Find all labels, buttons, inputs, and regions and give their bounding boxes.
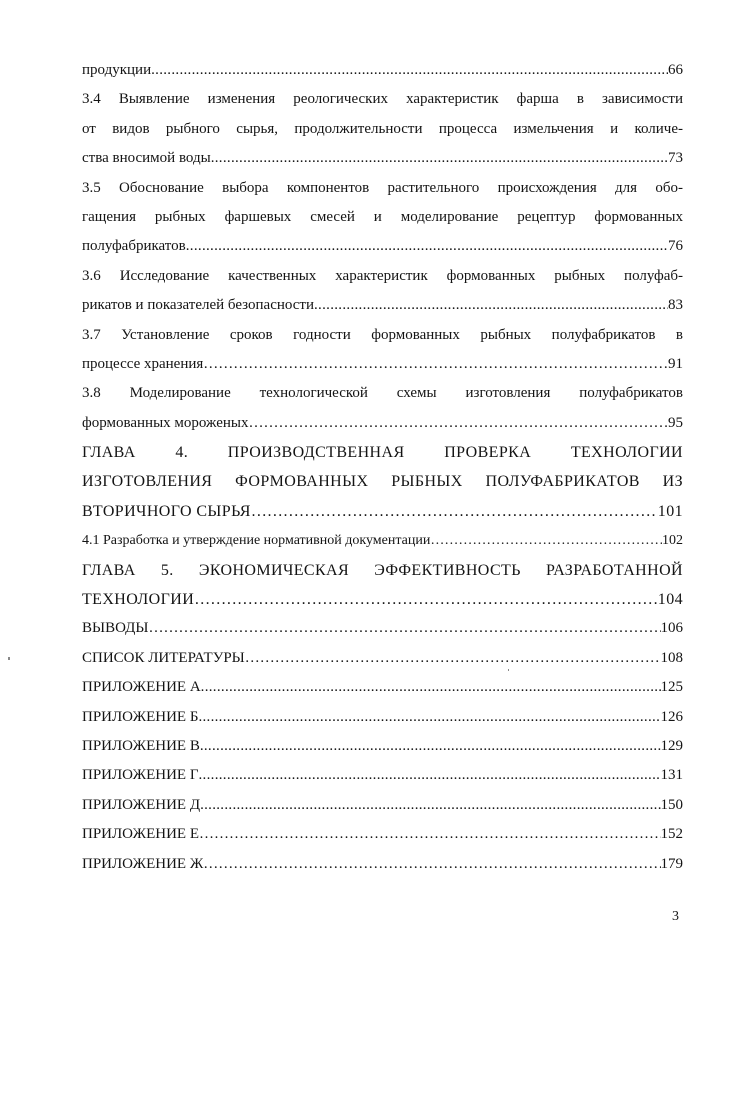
toc-page-number: 102 [662, 533, 683, 549]
toc-page-number: 95 [668, 414, 683, 431]
toc-leader-dots [199, 820, 661, 849]
toc-entry-4-1[interactable] [82, 526, 683, 555]
toc-appendix-b[interactable] [82, 703, 683, 732]
toc-entry-3-8-line2[interactable] [82, 409, 683, 438]
toc-chapter-5-line1[interactable]: ГЛАВА 5. ЭКОНОМИЧЕСКАЯ ЭФФЕКТИВНОСТЬ РАЗРАБОТАННОЙ [82, 561, 683, 579]
toc-entry-text: формованных мороженых [82, 414, 249, 431]
toc-leader-dots [199, 761, 661, 790]
toc-entry-3-8-line1[interactable]: 3.8 Моделирование технологической схемы изготовления полуфабрикатов [82, 385, 683, 402]
toc-leader-dots [430, 526, 662, 555]
toc-entry-3-4-line3[interactable] [82, 144, 683, 173]
toc-entry-text: ВТОРИЧНОГО СЫРЬЯ [82, 502, 251, 520]
toc-page-number: 104 [657, 591, 683, 609]
toc-entry-vyvody[interactable] [82, 614, 683, 643]
toc-entry-text: ПРИЛОЖЕНИЕ Б [82, 708, 199, 725]
toc-entry-text: ПРИЛОЖЕНИЕ Ж [82, 855, 204, 872]
toc-entry-text: 4.1 Разработка и утверждение нормативной документации [82, 533, 431, 549]
toc-leader-dots [194, 585, 658, 614]
toc-leader-dots [201, 673, 661, 702]
toc-entry-text: ства вносимой воды [82, 150, 211, 167]
toc-entry-text: ТЕХНОЛОГИИ [82, 591, 195, 609]
toc-page-number: 91 [668, 355, 683, 372]
toc-entry-3-7-line2[interactable] [82, 350, 683, 379]
toc-page-number: 150 [660, 796, 683, 813]
toc-chapter-5-line2[interactable] [82, 585, 683, 614]
toc-entry-text: рикатов и показателей безопасности [82, 297, 314, 314]
toc-entry-text: полуфабрикатов [82, 238, 186, 255]
toc-leader-dots [200, 732, 661, 761]
toc-entry-3-4-line1[interactable]: 3.4 Выявление изменения реологических характеристик фарша в зависимости [82, 91, 683, 108]
toc-page-number: 83 [668, 297, 683, 314]
toc-page-number: 73 [668, 150, 683, 167]
toc-entry-3-6-line2[interactable] [82, 291, 683, 320]
scan-speck [508, 669, 509, 671]
toc-entry-3-4-line2[interactable]: от видов рыбного сырья, продолжительности процесса измельчения и количе- [82, 120, 683, 137]
toc-entry-text: продукции [82, 62, 152, 78]
page-number: 3 [672, 909, 679, 924]
toc-appendix-e[interactable] [82, 820, 683, 849]
toc-page-number: 106 [660, 620, 683, 637]
toc-leader-dots [245, 644, 661, 673]
toc-page-number: 129 [660, 737, 683, 754]
toc-appendix-zh[interactable] [82, 850, 683, 879]
toc-leader-dots [203, 850, 660, 879]
toc-entry-text: ВЫВОДЫ [82, 620, 149, 637]
toc-appendix-v[interactable] [82, 732, 683, 761]
toc-entry-text: ПРИЛОЖЕНИЕ В [82, 737, 200, 754]
toc-entry-3-7-line1[interactable]: 3.7 Установление сроков годности формованных рыбных полуфабрикатов в [82, 326, 683, 343]
toc-page-number: 108 [660, 649, 683, 666]
toc-entry-3-5-line2[interactable]: гащения рыбных фаршевых смесей и моделирование рецептур формованных [82, 208, 683, 225]
toc-appendix-d[interactable] [82, 791, 683, 820]
toc-appendix-a[interactable] [82, 673, 683, 702]
scan-speck [8, 657, 10, 660]
toc-entry-3-6-line1[interactable]: 3.6 Исследование качественных характеристик формованных рыбных полуфаб- [82, 267, 683, 284]
toc-page-number: 152 [660, 826, 683, 843]
toc-page-number: 125 [660, 679, 683, 696]
toc-entry-literatura[interactable] [82, 644, 683, 673]
toc-entry-text: процессе хранения [82, 355, 204, 372]
toc-entry-text: ПРИЛОЖЕНИЕ Д [82, 796, 201, 813]
toc-entry-text: ПРИЛОЖЕНИЕ Г [82, 767, 199, 784]
toc-leader-dots [314, 291, 668, 320]
toc-chapter-4-line3[interactable] [82, 497, 683, 526]
toc-leader-dots [151, 56, 668, 85]
toc-leader-dots [203, 350, 668, 379]
toc-entry-produktsii[interactable] [82, 56, 683, 85]
toc-page-number: 101 [657, 502, 683, 520]
table-of-contents [82, 56, 683, 879]
toc-chapter-4-line2[interactable]: ИЗГОТОВЛЕНИЯ ФОРМОВАННЫХ РЫБНЫХ ПОЛУФАБРИКАТОВ ИЗ [82, 473, 683, 491]
toc-entry-text: СПИСОК ЛИТЕРАТУРЫ [82, 649, 245, 666]
toc-page-number: 126 [660, 708, 683, 725]
toc-appendix-g[interactable] [82, 761, 683, 790]
toc-leader-dots [211, 144, 668, 173]
toc-page-number: 131 [660, 767, 683, 784]
toc-leader-dots [186, 232, 668, 261]
toc-entry-text: ПРИЛОЖЕНИЕ Е [82, 826, 199, 843]
toc-entry-3-5-line3[interactable] [82, 232, 683, 261]
toc-chapter-4-line1[interactable]: ГЛАВА 4. ПРОИЗВОДСТВЕННАЯ ПРОВЕРКА ТЕХНОЛОГИИ [82, 444, 683, 462]
toc-leader-dots [248, 409, 668, 438]
toc-page-number: 76 [668, 238, 683, 255]
toc-page-number: 179 [660, 855, 683, 872]
toc-leader-dots [149, 614, 661, 643]
toc-leader-dots [200, 791, 660, 820]
toc-page-number: 66 [668, 62, 683, 78]
toc-leader-dots [198, 703, 660, 732]
toc-entry-3-5-line1[interactable]: 3.5 Обоснование выбора компонентов растительного происхождения для обо- [82, 179, 683, 196]
toc-leader-dots [251, 497, 658, 526]
toc-entry-text: ПРИЛОЖЕНИЕ А [82, 679, 201, 696]
